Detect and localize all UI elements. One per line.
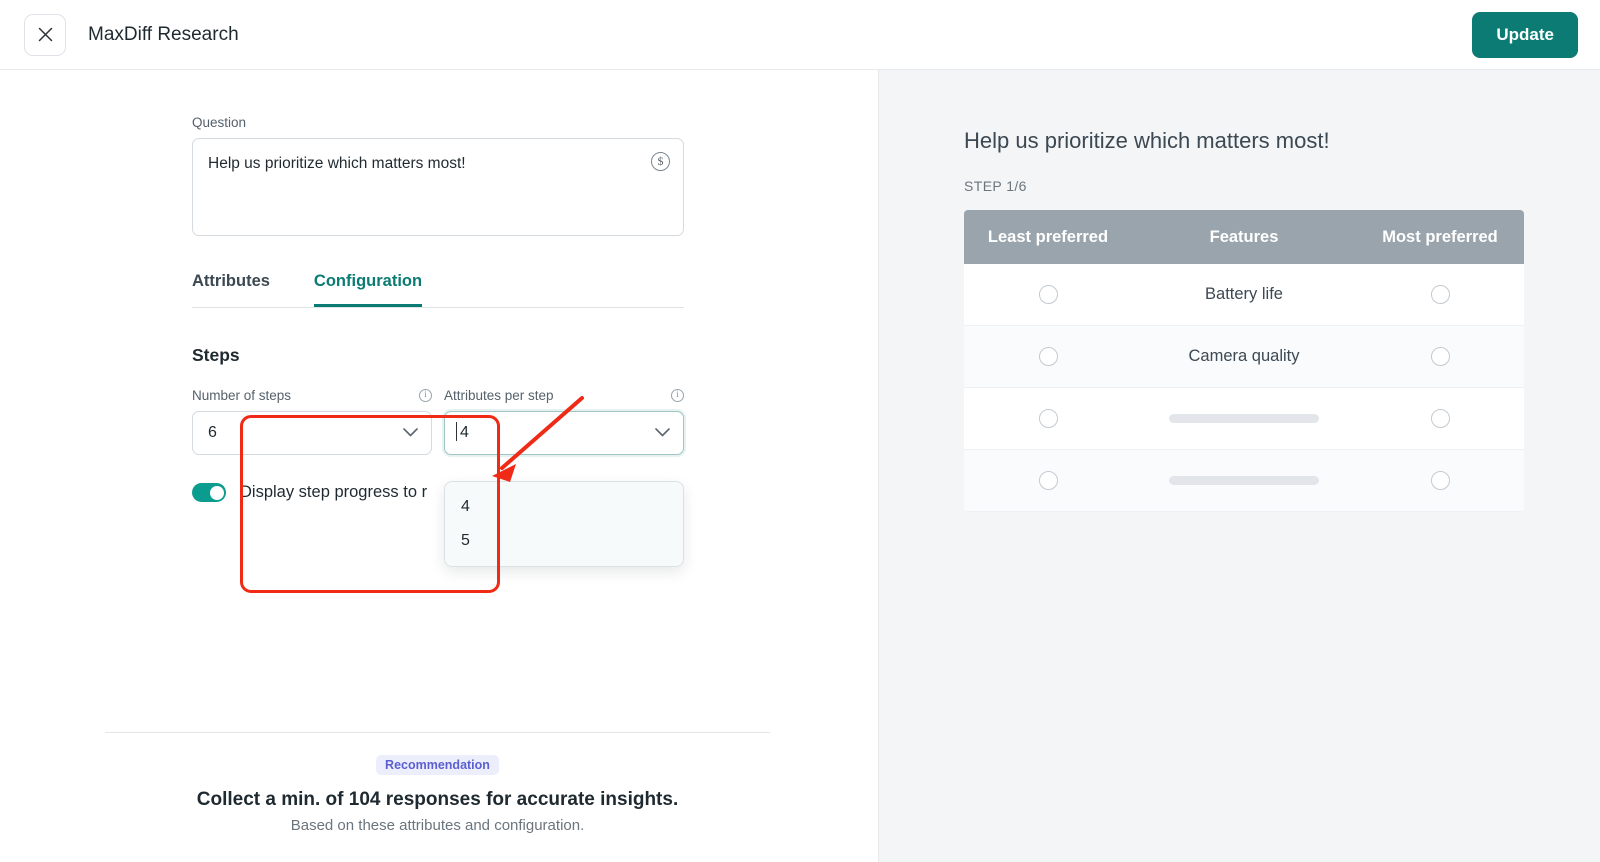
number-of-steps-control [192,388,432,455]
maxdiff-table [964,210,1524,512]
tab-configuration[interactable]: Configuration [314,272,422,307]
dollar-icon[interactable]: $ [651,152,670,171]
least-preferred-cell [964,347,1132,366]
radio-most[interactable] [1431,285,1450,304]
least-preferred-cell [964,409,1132,428]
question-input[interactable] [192,138,684,236]
close-button[interactable] [24,14,66,56]
attributes-per-step-control [444,388,684,549]
tab-attributes[interactable]: Attributes [192,272,270,307]
column-least-preferred: Least preferred [987,228,1109,246]
radio-least[interactable] [1039,471,1058,490]
radio-least[interactable] [1039,285,1058,304]
column-features: Features [1209,227,1279,246]
step-progress-toggle[interactable] [192,483,226,502]
attributes-per-step-dropdown[interactable] [444,481,684,567]
info-icon[interactable]: i [419,389,432,402]
recommendation-badge: Recommendation [376,755,499,775]
update-button[interactable]: Update [1472,12,1578,58]
config-form [192,70,684,549]
chevron-down-icon [655,424,670,442]
text-cursor [456,422,457,441]
column-most-preferred: Most preferred [1382,228,1498,246]
preview-question-title: Help us prioritize which matters most! [964,128,1330,153]
most-preferred-cell [1356,347,1524,366]
attributes-per-step-label: Attributes per step [444,388,554,403]
preview-step-indicator: STEP 1/6 [964,178,1027,194]
dropdown-option-5[interactable]: 5 [461,532,470,549]
radio-least[interactable] [1039,409,1058,428]
most-preferred-cell [1356,471,1524,490]
tab-bar [192,272,684,308]
skeleton-bar [1169,476,1319,485]
number-of-steps-label: Number of steps [192,388,292,403]
recommendation-subtext: Based on these attributes and configuration. [290,817,585,834]
attributes-per-step-value: 4 [460,424,469,441]
feature-label: Camera quality [1188,347,1300,366]
step-progress-label: Display step progress to r [240,483,428,501]
feature-placeholder [1132,409,1356,428]
attributes-per-step-label-row [444,388,684,403]
number-of-steps-value: 6 [208,424,217,441]
attributes-per-step-value-wrap [460,424,469,442]
page-title: MaxDiff Research [88,23,239,45]
number-of-steps-label-row [192,388,432,403]
skeleton-bar [1169,414,1319,423]
radio-most[interactable] [1431,409,1450,428]
info-icon[interactable]: i [671,389,684,402]
table-row [964,264,1524,326]
most-preferred-cell [1356,285,1524,304]
question-label: Question [192,115,247,130]
steps-section-title: Steps [192,345,240,365]
body-split [0,70,1600,862]
dropdown-option-4[interactable]: 4 [461,498,470,515]
table-header [964,210,1524,264]
least-preferred-cell [964,471,1132,490]
app-header [0,0,1600,70]
question-value: Help us prioritize which matters most! [208,155,466,172]
attributes-per-step-select[interactable] [444,411,684,455]
recommendation-panel [105,732,770,834]
radio-most[interactable] [1431,471,1450,490]
feature-label: Battery life [1205,285,1283,304]
radio-most[interactable] [1431,347,1450,366]
number-of-steps-select[interactable] [192,411,432,455]
preview-pane [878,70,1600,862]
toggle-knob [210,486,224,500]
table-row [964,388,1524,450]
radio-least[interactable] [1039,347,1058,366]
recommendation-headline: Collect a min. of 104 responses for accurate insights. [196,789,679,810]
table-row [964,326,1524,388]
editor-pane [0,70,878,862]
least-preferred-cell [964,285,1132,304]
close-icon [38,27,53,42]
most-preferred-cell [1356,409,1524,428]
chevron-down-icon [403,424,418,442]
feature-placeholder [1132,471,1356,490]
table-row [964,450,1524,512]
